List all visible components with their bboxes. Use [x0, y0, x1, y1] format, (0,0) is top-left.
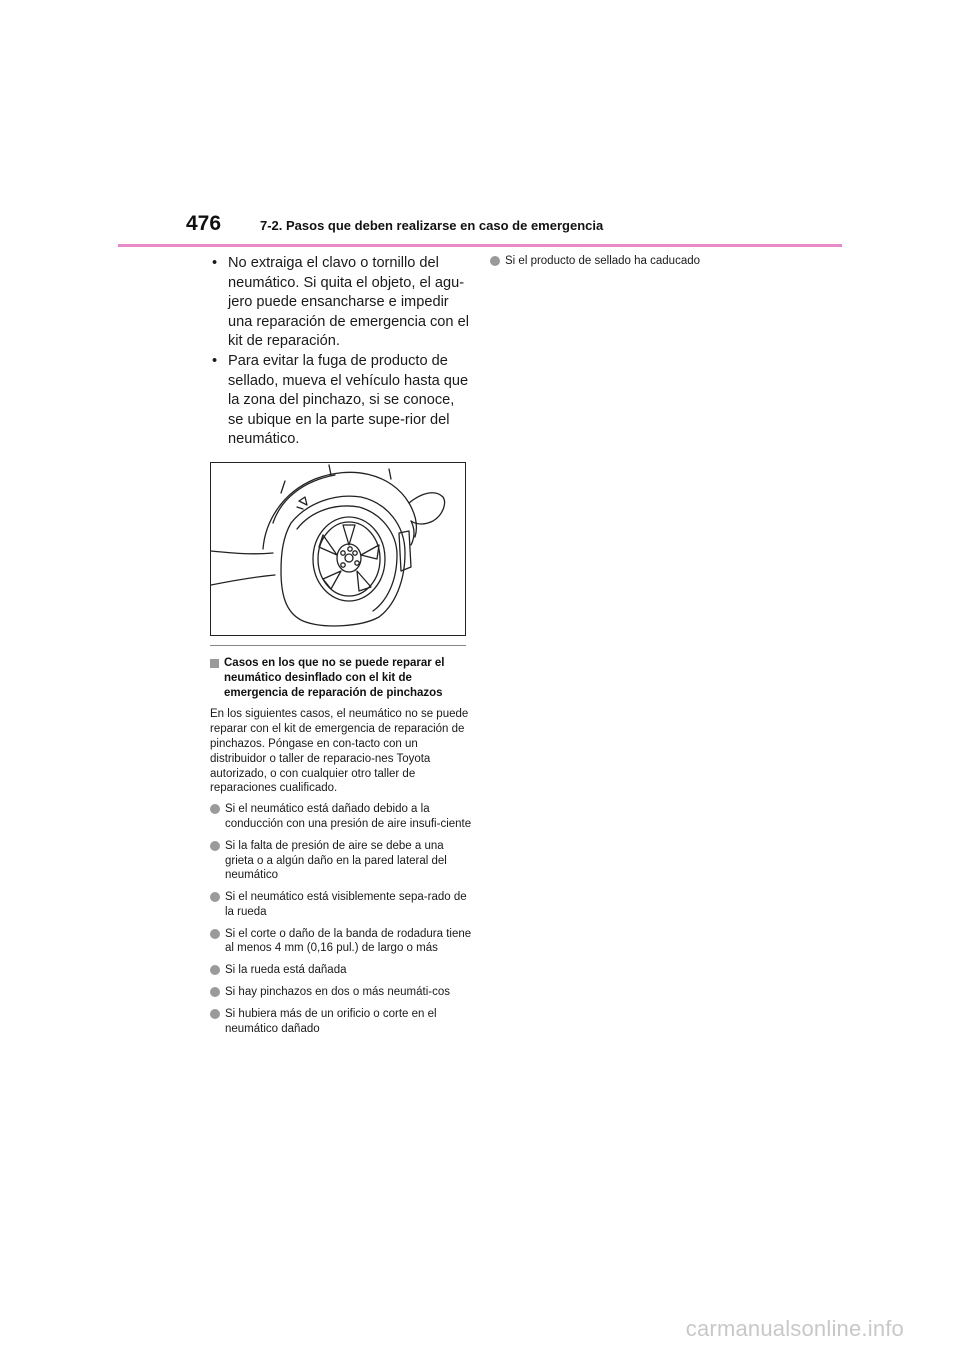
list-item — [210, 927, 472, 957]
list-item-text: Si hubiera más de un orificio o corte en el neumático dañado — [225, 1007, 437, 1035]
list-item — [210, 985, 472, 1000]
intro-paragraph: En los siguientes casos, el neumático no se puede reparar con el kit de emergencia de reparación de pinchazos. Póngase en con-tacto con un distribuidor o taller de reparacio-nes Toyota autorizado, o con cualquier otro taller de reparaciones cualificado. — [210, 708, 469, 795]
flat-tire-icon — [211, 463, 465, 635]
page-number: 476 — [186, 212, 222, 235]
circle-bullet-icon — [210, 804, 220, 814]
list-item — [490, 254, 750, 269]
list-item-text: Si la rueda está dañada — [225, 964, 347, 977]
list-item — [210, 839, 472, 883]
list-item-text: Si hay pinchazos en dos o más neumáti-cos — [225, 986, 451, 999]
list-item-text: Si el producto de sellado ha caducado — [505, 255, 701, 267]
circle-bullet-icon — [210, 987, 220, 997]
list-item-text: Para evitar la fuga de producto de sellado, mueva el vehículo hasta que la zona del pinchazo, si se conoce, se ubique en la parte supe-rior del neumático. — [228, 352, 469, 448]
bullet-dot-icon: • — [212, 352, 218, 369]
section-subheading — [210, 656, 472, 700]
circle-bullet-icon — [210, 965, 220, 975]
list-item-text: Si el neumático está dañado debido a la conducción con una presión de aire insufi-ciente — [225, 803, 472, 830]
circle-bullet-icon — [210, 1009, 220, 1019]
list-item-text: Si el corte o daño de la banda de rodadura tiene al menos 4 mm (0,16 pul.) de largo o más — [225, 927, 472, 955]
left-column — [210, 254, 472, 1043]
list-item — [210, 352, 472, 450]
list-item-text: No extraiga el clavo o tornillo del neumático. Si quita el objeto, el agu-jero puede ensancharse e impedir una reparación de emergencia con el kit de reparación. — [228, 255, 469, 350]
cases-list-continued — [490, 254, 750, 269]
circle-bullet-icon — [210, 841, 220, 851]
cases-list — [210, 802, 472, 1036]
flat-tire-figure — [210, 462, 466, 636]
circle-bullet-icon — [490, 256, 500, 266]
list-item — [210, 890, 472, 920]
bullet-dot-icon: • — [212, 255, 218, 271]
list-item — [210, 963, 472, 978]
circle-bullet-icon — [210, 892, 220, 902]
list-item — [210, 254, 472, 352]
watermark-text: carmanualsonline.info — [685, 1316, 904, 1341]
list-item-text: Si el neumático está visiblemente sepa-rado de la rueda — [225, 891, 467, 918]
main-bullet-list — [210, 254, 472, 450]
right-column — [490, 254, 750, 276]
list-item — [210, 1007, 472, 1037]
subheading-text: Casos en los que no se puede reparar el neumático desinflado con el kit de emergencia de reparación de pinchazos — [224, 656, 445, 699]
square-marker-icon — [210, 659, 219, 668]
circle-bullet-icon — [210, 929, 220, 939]
list-item-text: Si la falta de presión de aire se debe a una grieta o a algún daño en la pared lateral del neumático — [225, 839, 447, 882]
figure-divider — [210, 645, 466, 646]
header-divider — [118, 244, 842, 247]
section-title: 7-2. Pasos que deben realizarse en caso de emergencia — [260, 218, 604, 233]
list-item — [210, 802, 472, 832]
page-header — [0, 0, 960, 250]
